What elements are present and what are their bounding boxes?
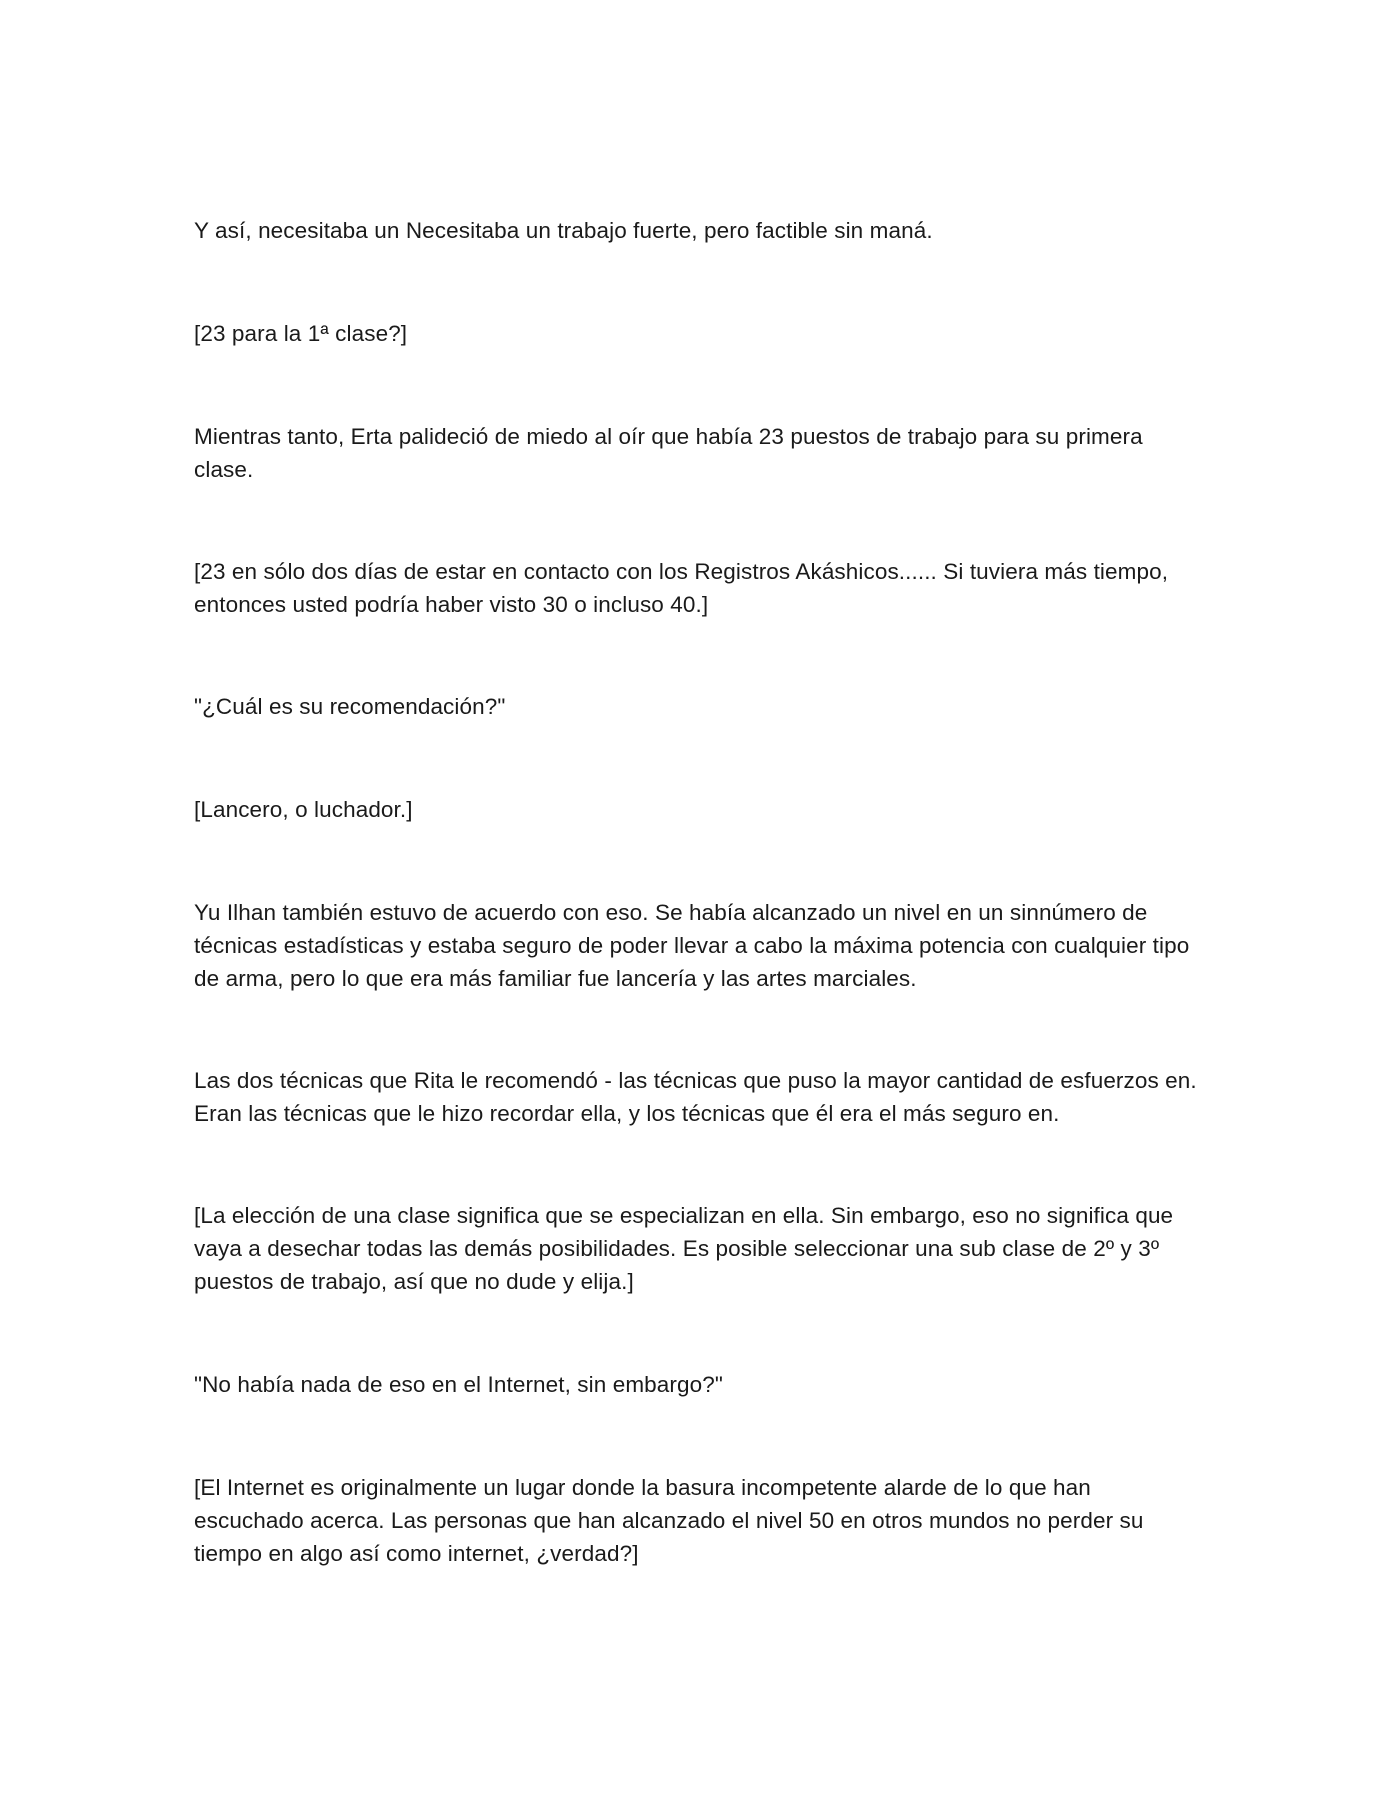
paragraph-2: [23 para la 1ª clase?] xyxy=(194,321,408,346)
paragraph-1: Y así, necesitaba un Necesitaba un trabajo fuerte, pero factible sin maná. xyxy=(194,218,933,243)
paragraph-4: [23 en sólo dos días de estar en contacto con los Registros Akáshicos...... Si tuviera más tiempo, entonces usted podría haber visto 30 o incluso 40.] xyxy=(194,559,1169,617)
paragraph-5: "¿Cuál es su recomendación?" xyxy=(194,694,506,719)
paragraph-11: [El Internet es originalmente un lugar donde la basura incompetente alarde de lo que han escuchado acerca. Las personas que han alcanzado el nivel 50 en otros mundos no perder su tiempo en algo así como internet, ¿verdad?] xyxy=(194,1475,1144,1566)
paragraph-10: "No había nada de eso en el Internet, sin embargo?" xyxy=(194,1372,723,1397)
paragraph-8: Las dos técnicas que Rita le recomendó - las técnicas que puso la mayor cantidad de esfuerzos en. Eran las técnicas que le hizo recordar ella, y los técnicas que él era el más seguro en. xyxy=(194,1068,1197,1126)
paragraph-9: [La elección de una clase significa que se especializan en ella. Sin embargo, eso no significa que vaya a desechar todas las demás posibilidades. Es posible seleccionar una sub clase de 2º y 3º puestos de trabajo, así que no dude y elija.] xyxy=(194,1203,1174,1294)
paragraph-6: [Lancero, o luchador.] xyxy=(194,797,413,822)
paragraph-3: Mientras tanto, Erta palideció de miedo al oír que había 23 puestos de trabajo para su primera clase. xyxy=(194,424,1143,482)
paragraph-7: Yu Ilhan también estuvo de acuerdo con eso. Se había alcanzado un nivel en un sinnúmero de técnicas estadísticas y estaba seguro de poder llevar a cabo la máxima potencia con cualquier tipo de arma, pero lo que era más familiar fue lancería y las artes marciales. xyxy=(194,900,1190,991)
